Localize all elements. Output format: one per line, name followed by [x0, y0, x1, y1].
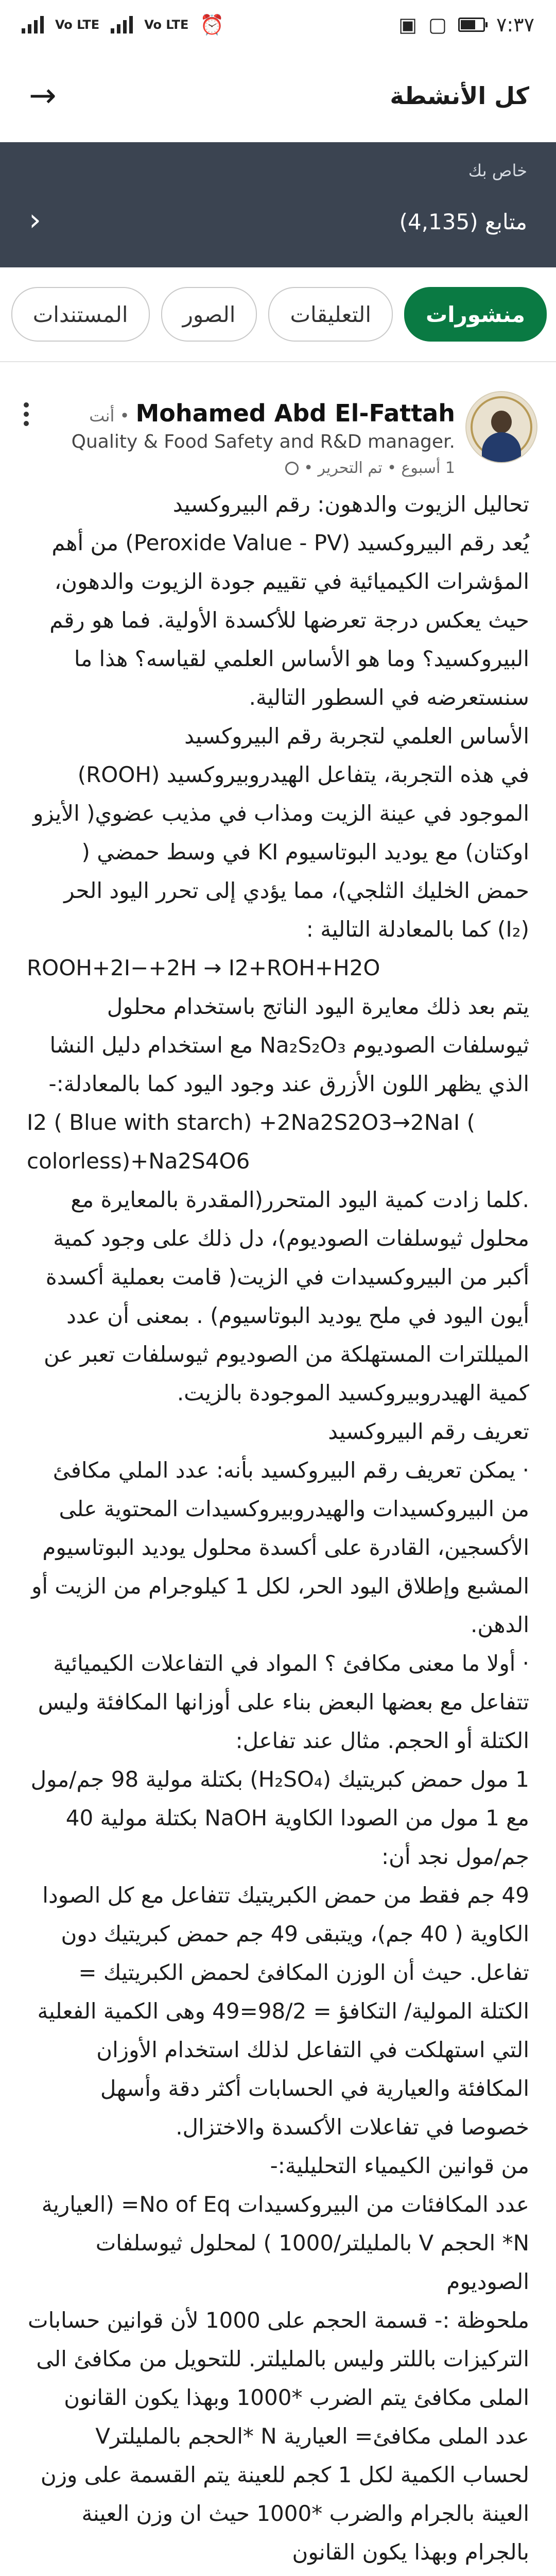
back-arrow-icon[interactable]: → — [29, 77, 57, 115]
network-label-right: Vo LTE — [144, 18, 189, 32]
post-paragraph: من قوانين الكيمياء التحليلية:- — [270, 2153, 529, 2178]
followers-banner[interactable] — [0, 142, 556, 267]
alarm-icon: ⏰ — [200, 13, 224, 36]
app-header — [0, 49, 556, 142]
author-line — [89, 399, 455, 427]
post-paragraph: 1 مول حمض كبريتيك (H₂SO₄) بكتلة مولية 98 جم/مول مع 1 مول من الصودا الكاوية NaOH بكتلة مولية 40 جم/مول نجد أن: — [30, 1767, 529, 1869]
tab-documents[interactable]: المستندات — [11, 287, 150, 342]
post-paragraph: ملحوظة :- قسمة الحجم على 1000 لأن قوانين حسابات التركيزات باللتر وليس بالمليلتر. للتحويل من مكافئ الى الملى مكافئ يتم الضرب *1000 وبهذا يكون القانون — [28, 2308, 529, 2410]
post-paragraph: الأساس العلمي لتجربة رقم البيروكسيد — [184, 723, 529, 749]
equation-line: I2 ( Blue with starch) +2Na2S2O3→2NaI ( colorless)+Na2S4O6 — [27, 1110, 475, 1174]
post-meta-text: 1 أسبوع • تم التحرير • — [304, 459, 455, 477]
signal-icon-2 — [111, 16, 133, 33]
post-paragraph: لحساب الكمية لكل 1 كجم للعينة يتم القسمة على وزن العينة بالجرام والضرب *1000 حيث ان وزن العينة بالجرام وبهذا يكون القانون — [40, 2462, 529, 2565]
post-paragraph: تحاليل الزيوت والدهون: رقم البيروكسيد — [172, 492, 529, 517]
post-meta — [285, 459, 455, 477]
page-title: كل الأنشطة — [390, 82, 529, 110]
followers-count: متابع (4,135) — [399, 209, 527, 234]
status-bar — [0, 0, 556, 49]
tab-images[interactable]: الصور — [161, 287, 257, 342]
tab-comments[interactable]: التعليقات — [268, 287, 393, 342]
post-paragraph: 49 جم فقط من حمض الكبريتيك تتفاعل مع كل الصودا الكاوية ( 40 جم)، ويتبقى 49 جم حمض كبريتيك دون تفاعل. حيث أن الوزن المكافئ لحمض الكبريتيك = الكتلة المولية/ التكافؤ = 98/2=49 وهى الكمية الفعلية التي استهلكت في التفاعل لذلك استخدام الأوزان المكافئة والعيارية في الحسابات أكثر دقة وأسهل خصوصا في تفاعلات الأكسدة والاختزال. — [37, 1883, 529, 2140]
author-name[interactable]: Mohamed Abd El-Fattah — [135, 399, 455, 427]
more-options-icon[interactable] — [24, 402, 29, 426]
post-paragraph — [27, 2571, 529, 2576]
equation-line: ROOH+2I−+2H → I2+ROH+H2O — [27, 955, 380, 980]
status-time: ٧:٣٧ — [496, 13, 534, 36]
avatar[interactable] — [465, 391, 537, 463]
post-paragraph: · يمكن تعريف رقم البيروكسيد بأنه: عدد الملي مكافئ من البيروكسيدات والهيدروبيروكسيدات المحتوية على الأكسجين، القادرة على أكسدة محلول يوديد البوتاسيوم المشبع وإطلاق اليود الحر، لكل 1 كيلوجرام من الزيت أو الدهن. — [31, 1458, 529, 1637]
post-header — [0, 362, 556, 476]
post-paragraph: عدد المكافئات من البيروكسيدات No of Eq= (العيارية N* الحجم V بالمليلتر/1000 ) لمحلول ثيوسلفات الصوديوم — [41, 2192, 529, 2294]
post-body — [0, 476, 556, 2576]
signal-icon — [22, 16, 44, 33]
post-paragraph: يُعد رقم البيروكسيد (Peroxide Value - PV) من أهم المؤشرات الكيميائية في تقييم جودة الزيوت والدهون، حيث يعكس درجة تعرضها للأكسدة الأولية. فما هو رقم البيروكسيد؟ وما هو الأساس العلمي لقياسه؟ هذا ما سنستعرضه في السطور التالية. — [49, 530, 529, 710]
post-paragraph: يتم بعد ذلك معايرة اليود الناتج باستخدام محلول ثيوسلفات الصوديوم Na₂S₂O₃ مع استخدام دليل النشا الذي يظهر اللون الأزرق عند وجود اليود كما بالمعادلة:- — [48, 994, 529, 1096]
globe-icon — [285, 462, 299, 475]
status-icons-left — [22, 13, 224, 37]
post-paragraph: تعريف رقم البيروكسيد — [328, 1419, 529, 1444]
post-paragraph: في هذه التجربة، يتفاعل الهيدروبيروكسيد (ROOH) الموجود في عينة الزيت ومذاب في مذيب عضوي( الأيزو اوكتان) مع يوديد البوتاسيوم KI في وسط حمضي ( حمض الخليك الثلجي)، مما يؤدي إلى تحرر اليود الحر (I₂) كما بالمعادلة التالية : — [33, 762, 529, 942]
post-paragraph: · أولا ما معنى مكافئ ؟ المواد في التفاعلات الكيميائية تتفاعل مع بعضها البعض بناء على أوزانها المكافئة وليس الكتلة أو الحجم. مثال عند تفاعل: — [38, 1651, 529, 1753]
banner-subtitle: خاص بك — [468, 161, 527, 180]
status-icons-right — [398, 13, 534, 36]
battery-icon — [458, 18, 485, 32]
notification-icon: ▣ — [398, 13, 418, 36]
network-label-left: Vo LTE — [55, 18, 100, 32]
post-paragraph: عدد الملى مكافئ= العيارية N *الحجم بالمليلترV — [95, 2424, 529, 2449]
author-tag: • أنت — [89, 406, 130, 426]
chevron-left-icon[interactable]: ‹ — [29, 202, 41, 238]
post-paragraph: .كلما زادت كمية اليود المتحرر(المقدرة بالمعايرة مع محلول ثيوسلفات الصوديوم)، دل ذلك على وجود كمية أكبر من البيروكسيدات في الزيت( قامت بعملية أكسدة أيون اليود في ملح يوديد البوتاسيوم) . بمعنى أن عدد الميللترات المستهلكة من الصوديوم ثيوسلفات تعبر عن كمية الهيدروبيروكسيد الموجودة بالزيت. — [44, 1187, 529, 1405]
activity-tabs — [0, 267, 556, 361]
notification-icon-2: ▢ — [428, 13, 447, 36]
author-title: Quality & Food Safety and R&D manager. — [71, 431, 455, 452]
tab-posts[interactable]: منشورات — [404, 287, 547, 342]
